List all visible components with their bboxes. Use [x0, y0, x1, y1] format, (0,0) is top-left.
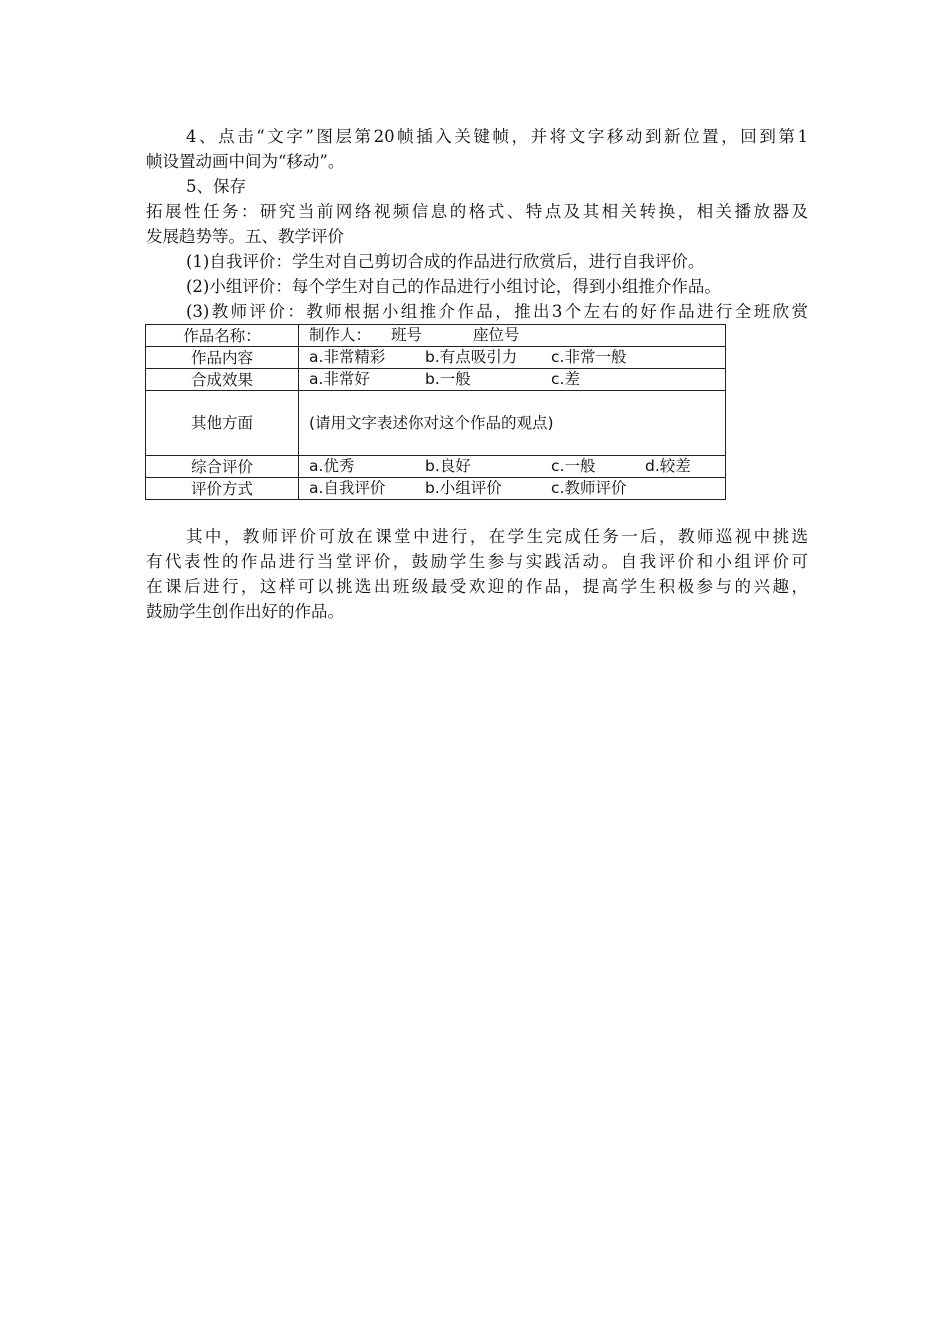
class-label: 班号 [391, 326, 423, 344]
evaluation-table [145, 324, 726, 500]
maker-label: 制作人： [309, 326, 372, 344]
opinion-hint: (请用文字表述你对这个作品的观点) [299, 391, 726, 456]
step4-line1: 4、点击“文字”图层第20帧插入关键帧，并将文字移动到新位置，回到第1 [186, 127, 808, 146]
closing-line3: 在课后进行，这样可以挑选出班级最受欢迎的作品，提高学生积极参与的兴趣， [146, 577, 808, 596]
table-row [146, 456, 726, 478]
step5-save: 5、保存 [186, 177, 246, 196]
option: c.非常一般 [551, 348, 627, 366]
closing-line2: 有代表性的作品进行当堂评价，鼓励学生参与实践活动。自我评价和小组评价可 [146, 552, 808, 571]
evaluation-teacher: (3)教师评价：教师根据小组推介作品，推出3个左右的好作品进行全班欣赏 [186, 302, 808, 321]
closing-line1: 其中，教师评价可放在课堂中进行，在学生完成任务一后，教师巡视中挑选 [186, 527, 808, 546]
option: a.非常精彩 [309, 348, 386, 366]
extension-line1: 拓展性任务：研究当前网络视频信息的格式、特点及其相关转换，相关播放器及 [146, 202, 808, 221]
option: a.非常好 [309, 370, 370, 388]
option: c.一般 [551, 457, 596, 475]
option: c.教师评价 [551, 479, 627, 497]
row-label: 合成效果 [146, 369, 299, 391]
option: d.较差 [645, 457, 691, 475]
step4-line2: 帧设置动画中间为“移动”。 [146, 152, 345, 171]
option: b.一般 [425, 370, 471, 388]
row-label: 综合评价 [146, 456, 299, 478]
option: c.差 [551, 370, 580, 388]
table-row [146, 347, 726, 369]
table-row [146, 478, 726, 500]
option: b.小组评价 [425, 479, 502, 497]
table-row [146, 369, 726, 391]
row-label: 其他方面 [146, 391, 299, 456]
option: a.自我评价 [309, 479, 386, 497]
option: b.有点吸引力 [425, 348, 518, 366]
table-header-label: 作品名称： [146, 325, 299, 347]
seat-label: 座位号 [473, 326, 520, 344]
table-header-info [299, 325, 726, 347]
extension-line2: 发展趋势等。五、教学评价 [146, 227, 344, 246]
option: a.优秀 [309, 457, 355, 475]
row-label: 作品内容 [146, 347, 299, 369]
table-row [146, 391, 726, 456]
row-label: 评价方式 [146, 478, 299, 500]
closing-line4: 鼓励学生创作出好的作品。 [146, 602, 344, 621]
option: b.良好 [425, 457, 471, 475]
table-row [146, 325, 726, 347]
evaluation-group: (2)小组评价：每个学生对自己的作品进行小组讨论，得到小组推介作品。 [186, 277, 721, 296]
evaluation-self: (1)自我评价：学生对自己剪切合成的作品进行欣赏后，进行自我评价。 [186, 252, 705, 271]
